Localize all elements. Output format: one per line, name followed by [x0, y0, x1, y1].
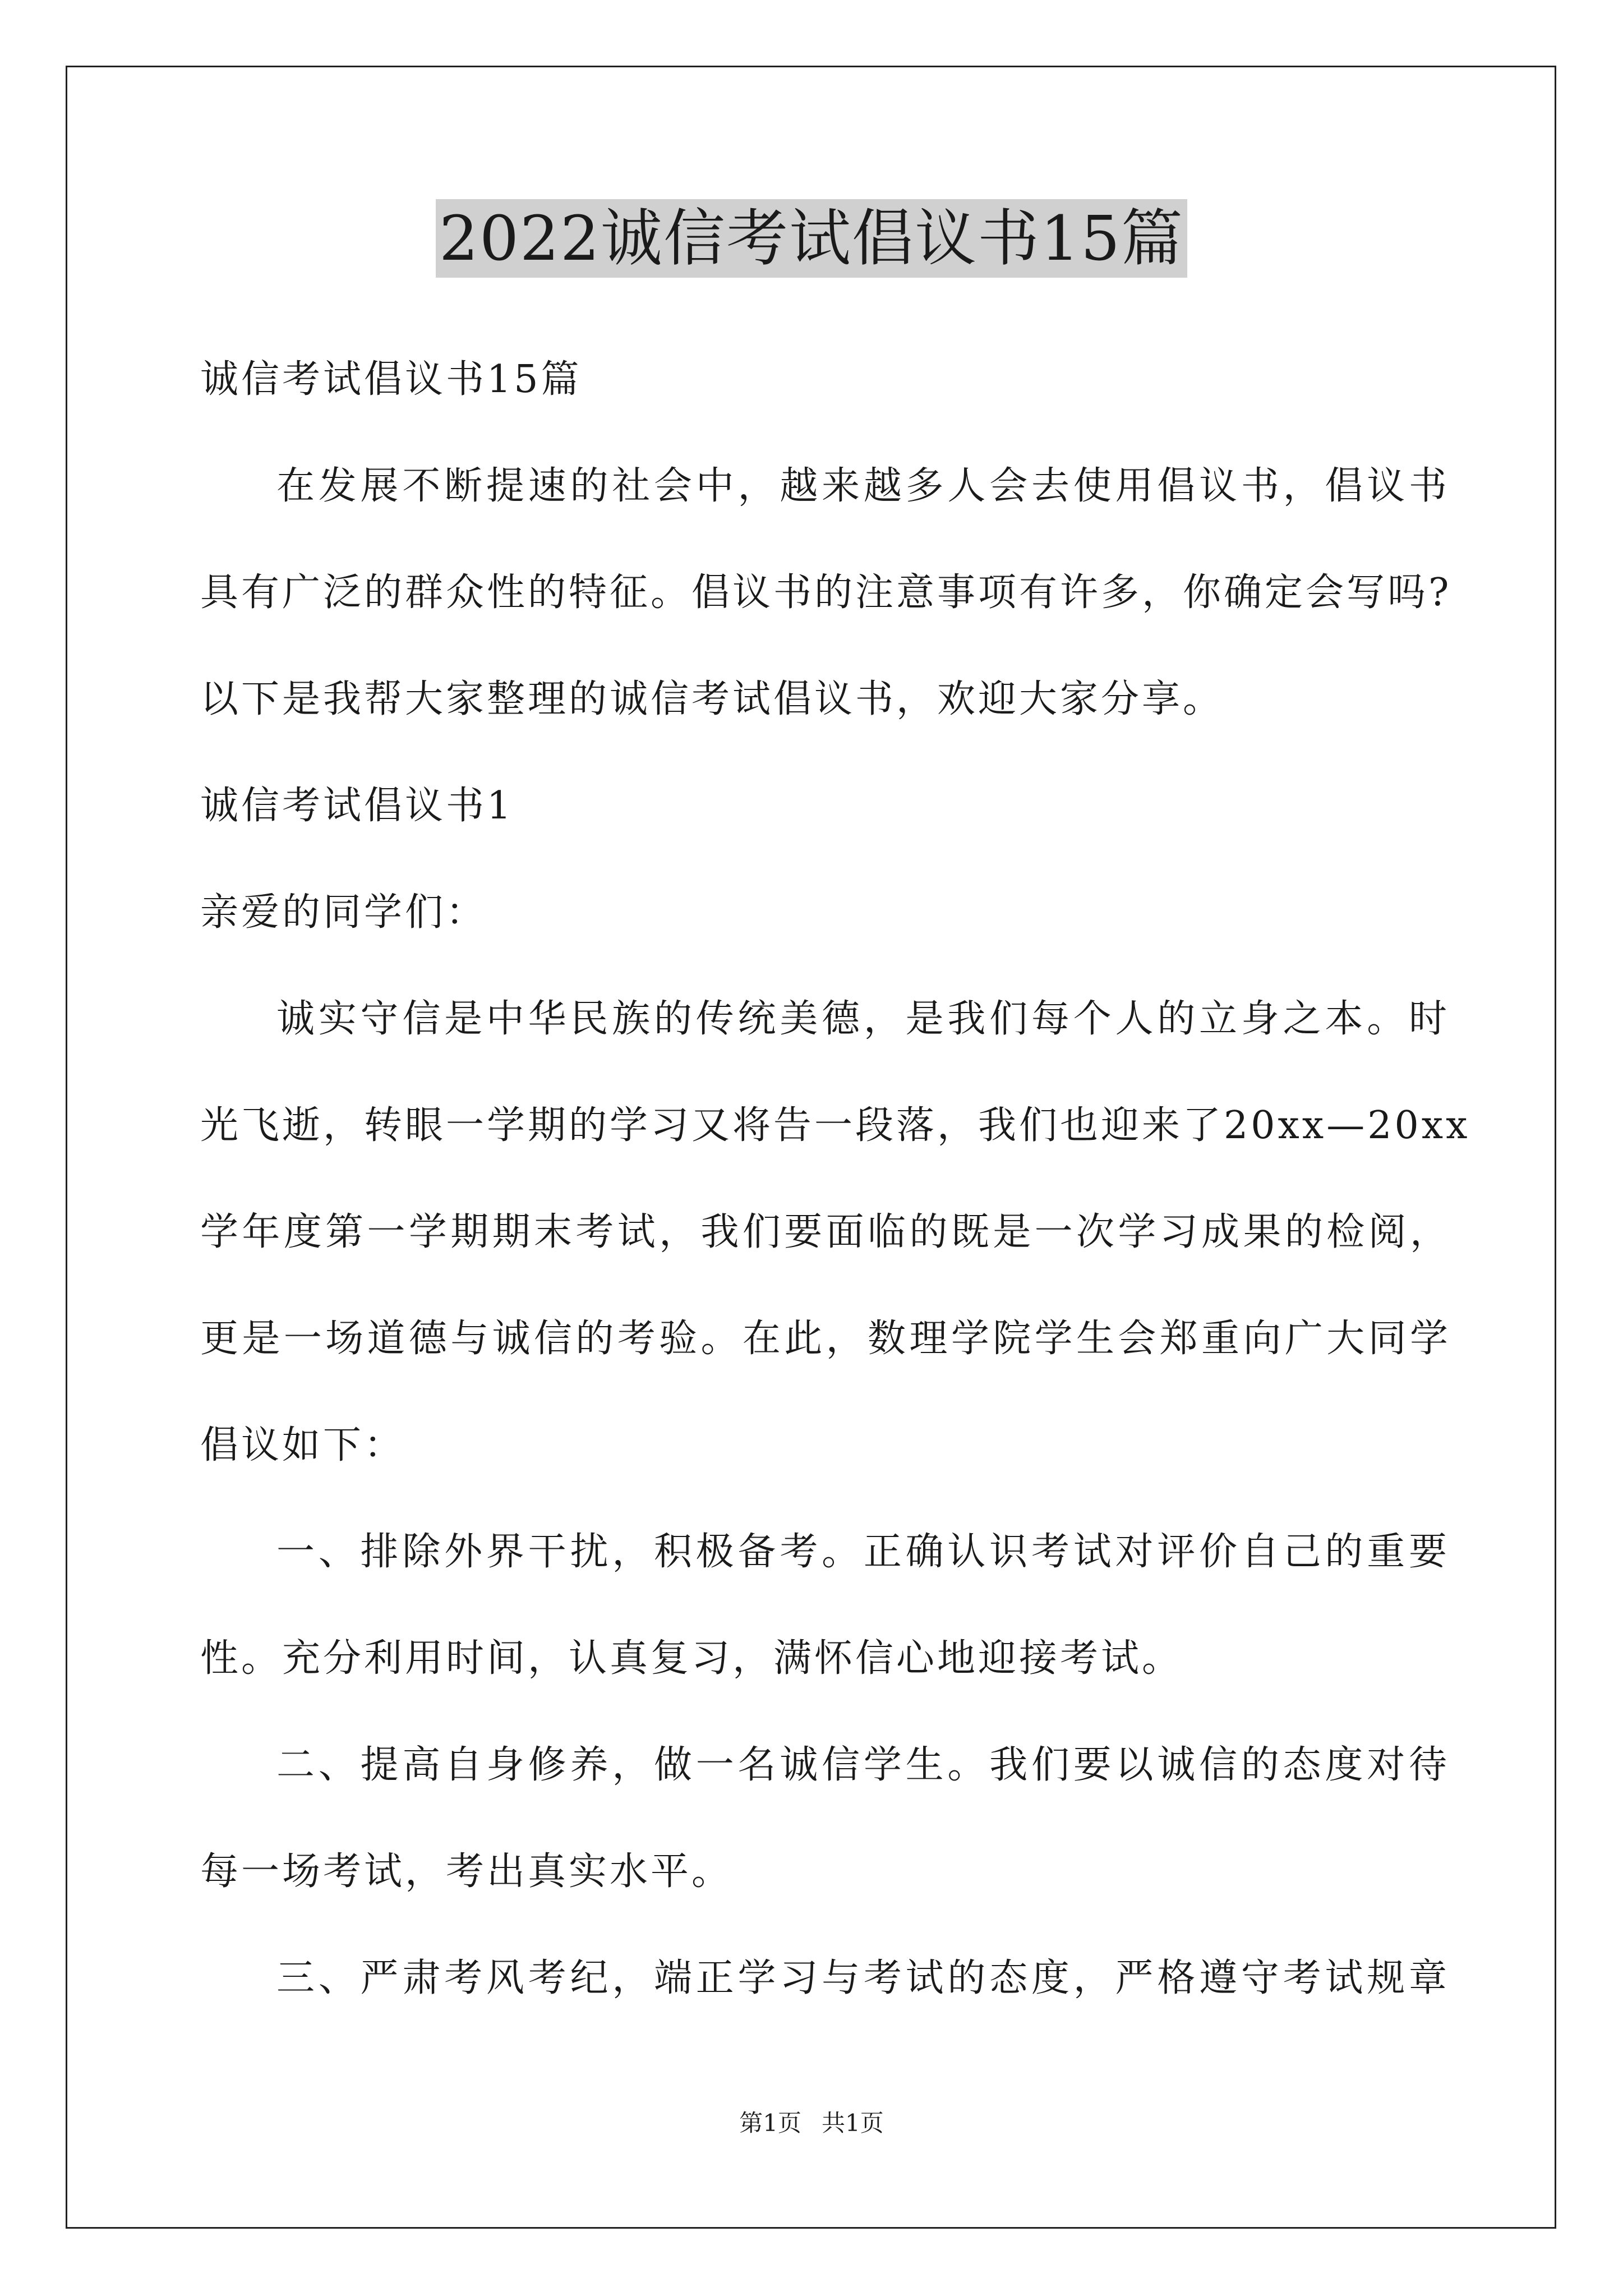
page-footer — [0, 2106, 1623, 2140]
page-total: 共1页 — [822, 2109, 884, 2137]
paragraph-line: 具有广泛的群众性的特征。倡议书的注意事项有许多，你确定会写吗? — [200, 570, 1452, 615]
paragraph-line: 光飞逝，转眼一学期的学习又将告一段落，我们也迎来了20xx—20xx — [200, 1103, 1470, 1148]
paragraph-line: 三、严肃考风考纪，端正学习与考试的态度，严格遵守考试规章 — [276, 1956, 1450, 2000]
paragraph-line: 学年度第一学期期末考试，我们要面临的既是一次学习成果的检阅， — [200, 1210, 1451, 1254]
paragraph-line: 在发展不断提速的社会中，越来越多人会去使用倡议书，倡议书 — [276, 464, 1450, 508]
paragraph-line: 以下是我帮大家整理的诚信考试倡议书，欢迎大家分享。 — [200, 677, 1224, 721]
paragraph-line: 每一场考试，考出真实水平。 — [200, 1849, 733, 1894]
title-container — [0, 199, 1623, 278]
paragraph-line: 更是一场道德与诚信的考验。在此，数理学院学生会郑重向广大同学 — [200, 1317, 1451, 1361]
paragraph-line: 性。充分利用时间，认真复习，满怀信心地迎接考试。 — [200, 1636, 1183, 1681]
section-heading: 诚信考试倡议书1 — [200, 784, 514, 828]
document-title: 2022诚信考试倡议书15篇 — [436, 199, 1187, 278]
paragraph-line: 倡议如下： — [200, 1423, 405, 1467]
subtitle-line: 诚信考试倡议书15篇 — [200, 357, 582, 402]
paragraph-line: 二、提高自身修养，做一名诚信学生。我们要以诚信的态度对待 — [276, 1743, 1450, 1787]
paragraph-line: 诚实守信是中华民族的传统美德，是我们每个人的立身之本。时 — [276, 997, 1450, 1041]
paragraph-line: 一、排除外界干扰，积极备考。正确认识考试对评价自己的重要 — [276, 1530, 1450, 1574]
page-number: 第1页 — [739, 2109, 801, 2137]
salutation: 亲爱的同学们： — [200, 890, 487, 935]
